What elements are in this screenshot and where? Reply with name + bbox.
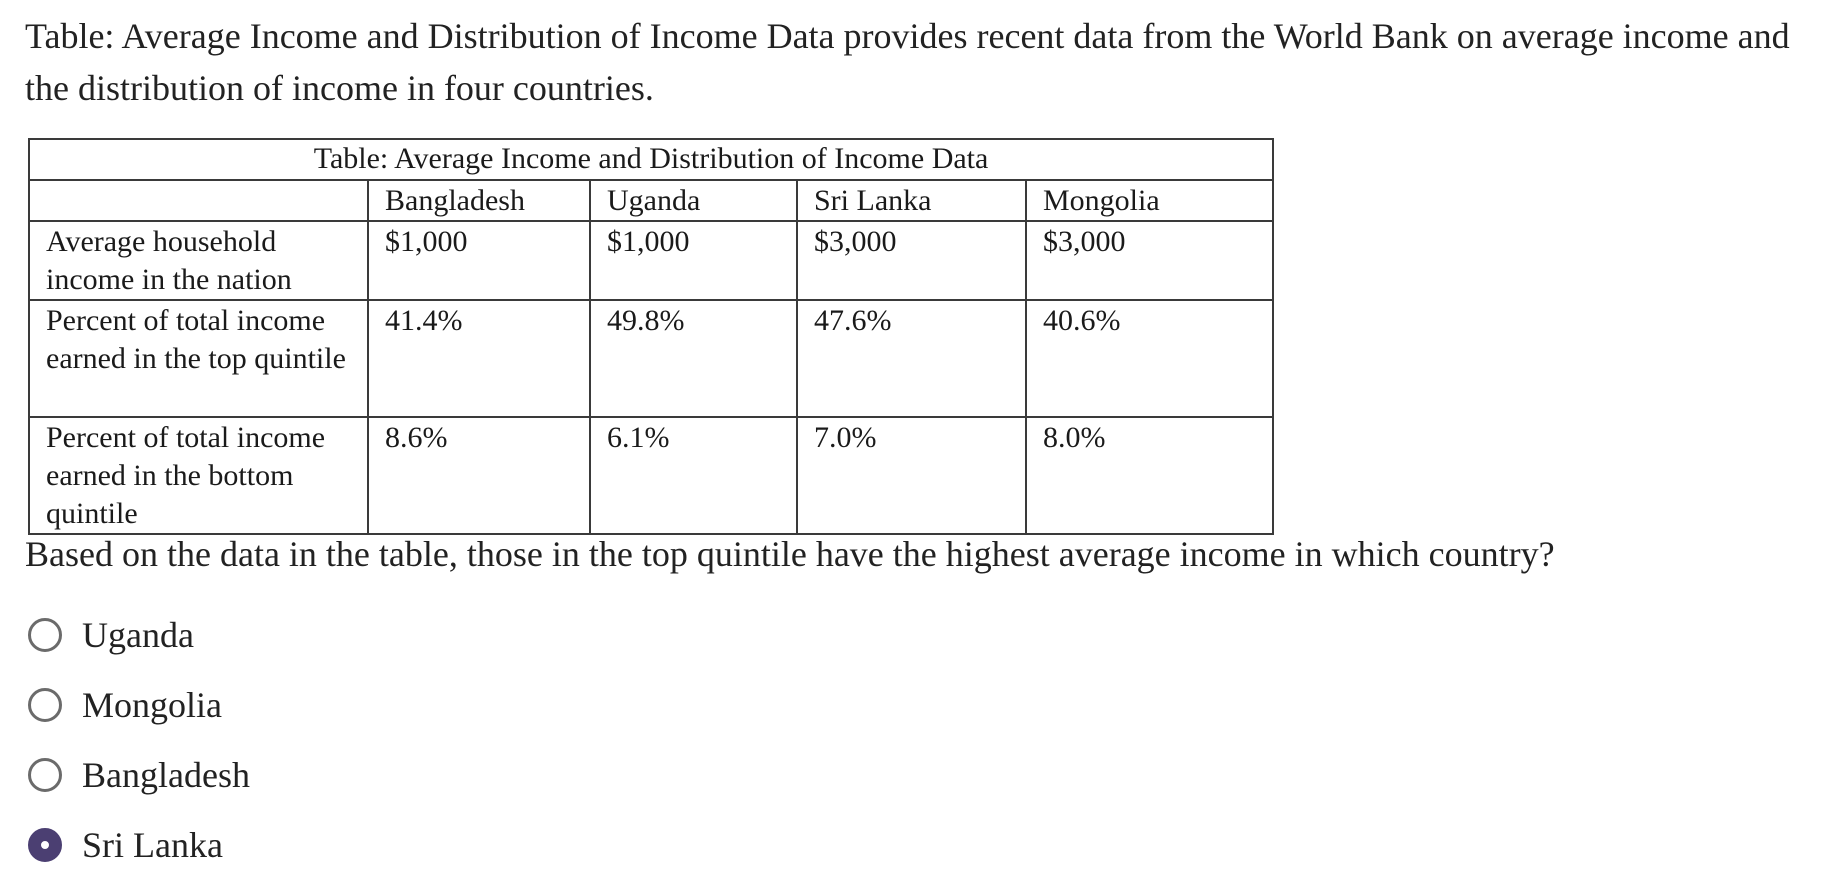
table-row [29, 300, 1273, 417]
row-label-bottom-quintile: Percent of total income earned in the bottom quintile [29, 417, 368, 534]
row-label-average-income: Average household income in the nation [29, 221, 368, 300]
option-label: Bangladesh [82, 755, 250, 795]
income-table [28, 138, 1274, 535]
option-uganda[interactable] [28, 600, 250, 670]
table-row [29, 417, 1273, 534]
radio-button[interactable] [28, 688, 62, 722]
header-cell-mongolia: Mongolia [1026, 180, 1273, 221]
table-cell: 47.6% [797, 300, 1026, 417]
option-label: Uganda [82, 615, 194, 655]
option-label: Sri Lanka [82, 825, 223, 865]
table-cell: $3,000 [1026, 221, 1273, 300]
option-bangladesh[interactable] [28, 740, 250, 810]
row-label-top-quintile: Percent of total income earned in the top quintile [29, 300, 368, 417]
answer-options [28, 600, 250, 880]
radio-button-selected[interactable] [28, 828, 62, 862]
table-cell: $1,000 [368, 221, 590, 300]
table-caption: Table: Average Income and Distribution of Income Data [29, 139, 1273, 180]
table-cell: 8.0% [1026, 417, 1273, 534]
option-mongolia[interactable] [28, 670, 250, 740]
table-cell: $1,000 [590, 221, 797, 300]
option-sri-lanka[interactable] [28, 810, 250, 880]
table-cell: 49.8% [590, 300, 797, 417]
table-header-row [29, 180, 1273, 221]
radio-button[interactable] [28, 618, 62, 652]
radio-button[interactable] [28, 758, 62, 792]
table-cell: 6.1% [590, 417, 797, 534]
table-cell: 41.4% [368, 300, 590, 417]
table-cell: 7.0% [797, 417, 1026, 534]
question-text: Based on the data in the table, those in the top quintile have the highest average income in which country? [25, 534, 1555, 574]
table-row [29, 221, 1273, 300]
table-cell: $3,000 [797, 221, 1026, 300]
header-cell-uganda: Uganda [590, 180, 797, 221]
option-label: Mongolia [82, 685, 222, 725]
header-cell-sri-lanka: Sri Lanka [797, 180, 1026, 221]
table-cell: 8.6% [368, 417, 590, 534]
header-cell-empty [29, 180, 368, 221]
intro-text: Table: Average Income and Distribution of Income Data provides recent data from the World Bank on average income and the distribution of income in four countries. [25, 16, 1790, 108]
table-cell: 40.6% [1026, 300, 1273, 417]
header-cell-bangladesh: Bangladesh [368, 180, 590, 221]
